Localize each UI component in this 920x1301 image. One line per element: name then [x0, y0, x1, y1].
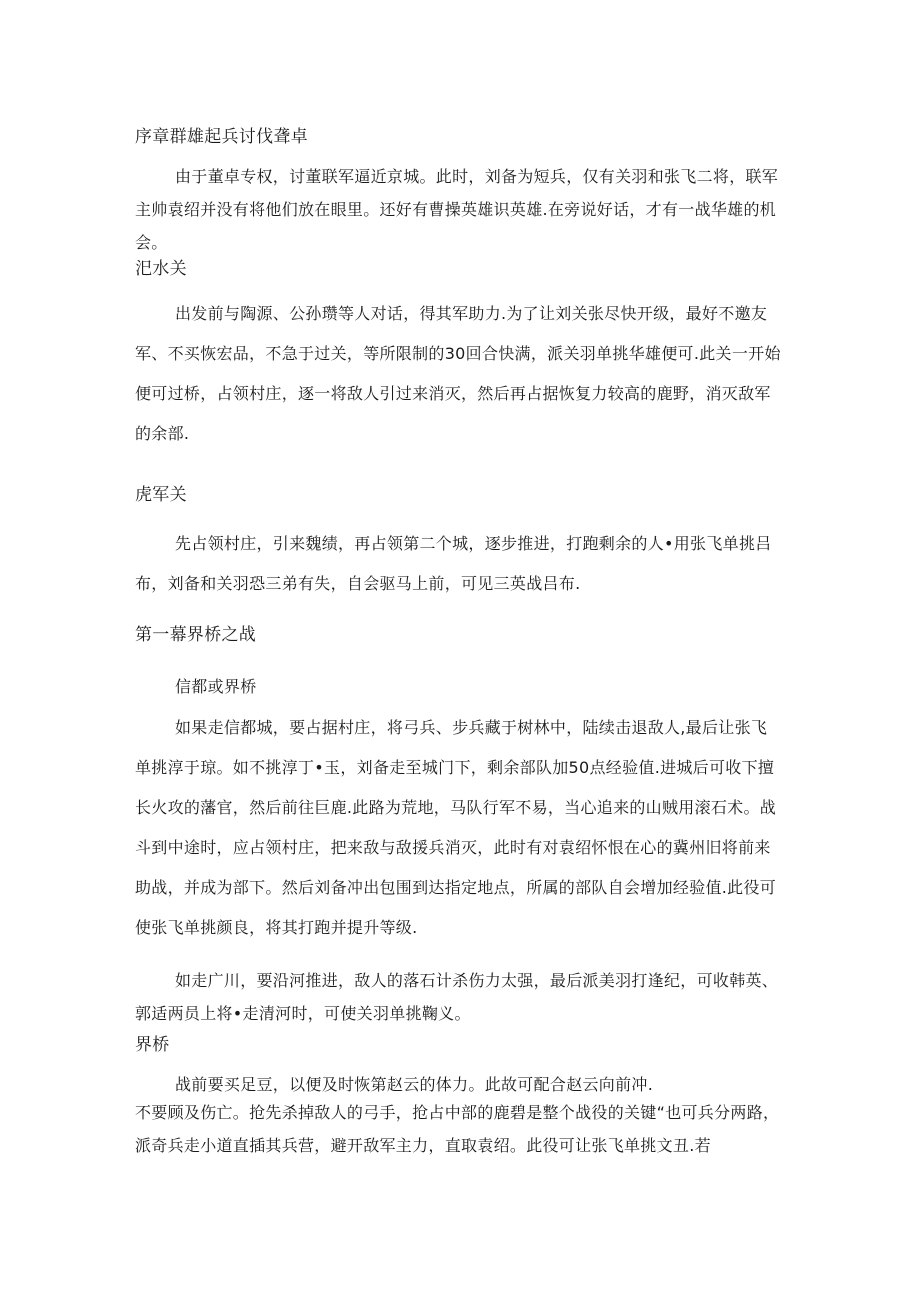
heading-hulao-pass: 虎军关 [135, 485, 187, 505]
heading-sishui-pass: 汜水关 [135, 259, 187, 279]
paragraph-hulao-pass: 先占领村庄，引来魏绩，再占领第二个城，逐步推进，打跑剩余的人•用张飞单挑吕布，刘备和关羽恐三弟有失，自会驱马上前，可见三英战吕布. [135, 534, 772, 593]
subheading-xindu-or-jieqiao: 信都或界桥 [175, 677, 257, 696]
paragraph-sishui-pass: 出发前与陶源、公孙瓒等人对话，得其军助力.为了让刘关张尽快开级，最好不邀友军、不买恢宏品，不急于过关，等所限制的30回合快满，派关羽单挑华雄便可.此关一开始便可过桥，占领村庄，逐一将敌人引过来消灭，然后再占据恢复力较高的鹿野，消灭敌军的余部. [135, 304, 781, 443]
paragraph-jieqiao-2: 不要顾及伤亡。抢先杀掉敌人的弓手，抢占中部的鹿碧是整个战役的关键“也可兵分两路，派奇兵走小道直插其兵营，避开敌军主力，直取袁绍。此役可让张飞单挑文丑.若 [135, 1103, 780, 1155]
paragraph-prologue: 由于董卓专权，讨董联军逼近京城。此时，刘备为短兵，仅有关羽和张飞二将，联军主帅袁绍并没有将他们放在眼里。还好有曹操英雄识英雄.在旁说好话，才有一战华雄的机会。 [135, 167, 779, 252]
paragraph-jieqiao-1: 战前要买足豆，以便及时恢第赵云的体力。此故可配合赵云向前冲. [175, 1075, 654, 1094]
heading-jieqiao: 界桥 [135, 1035, 170, 1055]
paragraph-guangchuan-route: 如走广川，要沿河推进，敌人的落石计杀伤力太强，最后派美羽打逢纪，可收韩英、郭适两员上将•走清河时，可使关羽单挑鞠义。 [135, 971, 779, 1023]
heading-act-one: 第一幕界桥之战 [135, 625, 257, 645]
paragraph-xindu-route: 如果走信都城，要占据村庄，将弓兵、步兵藏于树林中，陆续击退敌人,最后让张飞单挑淳于琼。如不挑淳丁•玉，刘备走至城门下，剩余部队加50点经验值.进城后可收下擅长火攻的藩官，然后前往巨鹿.此路为荒地，马队行军不易，当心追来的山贼用滚石术。战斗到中途时，应占领村庄，把来敌与敌援兵消灭，此时有对袁绍怀恨在心的冀州旧将前来助战，并成为部下。然后刘备冲出包围到达指定地点，所属的部队自会增加经验值.此役可使张飞单挑颜良，将其打跑并提升等级. [135, 718, 777, 937]
heading-prologue: 序章群雄起兵讨伐聋卓 [135, 127, 308, 147]
